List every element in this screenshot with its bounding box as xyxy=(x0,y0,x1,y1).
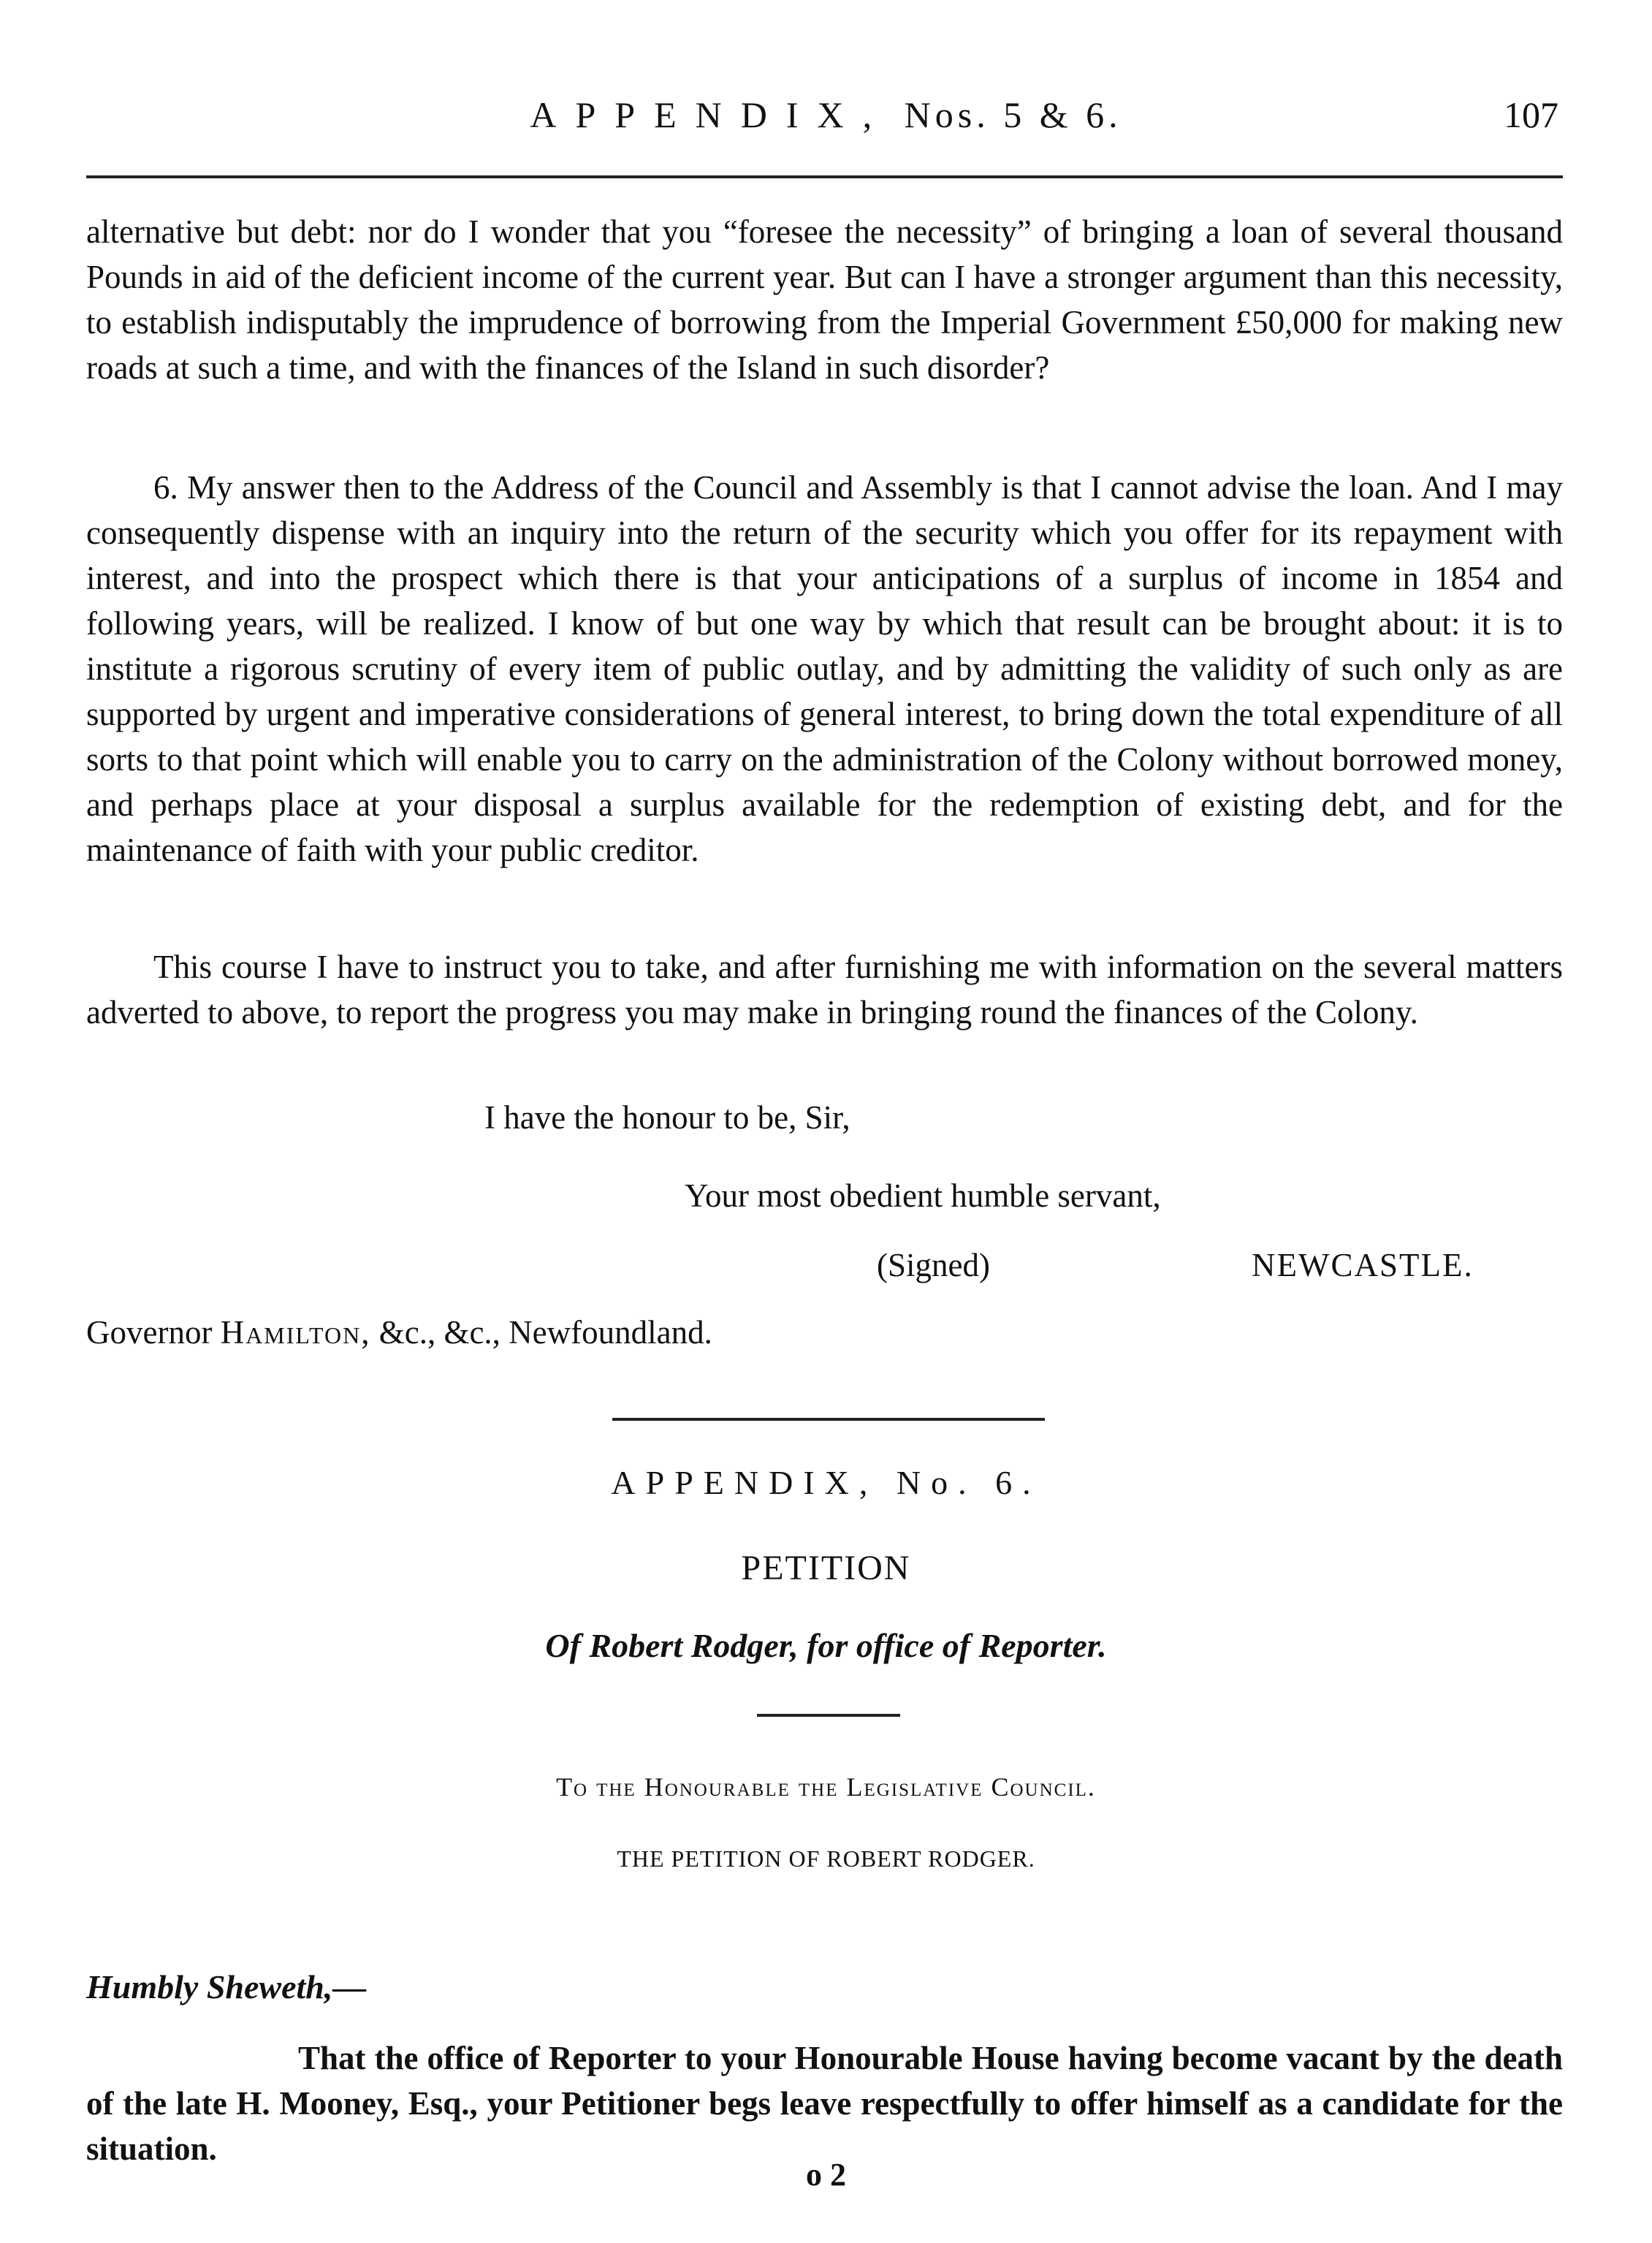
header-appendix-numbers: Nos. 5 & 6. xyxy=(904,94,1122,135)
addressee-rest: &c., &c., Newfoundland. xyxy=(378,1314,712,1351)
petition-body-rest: death of the late H. Mooney, Esq., your Petitioner begs leave respectfully to offer himself as a candidate for the situation. xyxy=(86,2040,1563,2167)
petition-body xyxy=(86,2035,1563,2171)
signatory-name: NEWCASTLE. xyxy=(1252,1247,1474,1283)
closing-signed: (Signed) xyxy=(877,1247,990,1283)
closing-servant: Your most obedient humble servant, xyxy=(685,1177,1161,1214)
petition-body-first-line: That the office of Reporter to your Honourable House having become vacant by the xyxy=(298,2040,1476,2076)
paragraph-continuation: alternative but debt: nor do I wonder that you “foresee the necessity” of bringing a loan of several thousand Pounds in aid of the deficient income of the current year. But can I have a stronger argument than this necessity, to establish indisputably the imprudence of borrowing from the Imperial Government £50,000 for making new roads at such a time, and with the finances of the Island in such disorder? xyxy=(86,213,1563,386)
header-appendix-label: APPENDIX, xyxy=(530,94,891,135)
page-number: 107 xyxy=(1504,94,1558,135)
addressee-prefix: Governor xyxy=(86,1314,213,1351)
petition-salutation: To the Honourable the Legislative Council. xyxy=(556,1772,1096,1802)
running-header xyxy=(0,94,1652,136)
appendix-6-title: APPENDIX, No. 6. xyxy=(611,1464,1041,1501)
addressee-name: Hamilton, xyxy=(220,1314,371,1351)
petition-of-heading: THE PETITION OF ROBERT RODGER. xyxy=(617,1845,1035,1872)
closing-honour: I have the honour to be, Sir, xyxy=(484,1099,850,1136)
subtitle-divider xyxy=(757,1714,900,1717)
signature-mark: o 2 xyxy=(806,2157,846,2193)
paragraph-6: 6. My answer then to the Address of the Council and Assembly is that I cannot advise the loan. And I may consequently dispense with an inquiry into the return of the security which you offer for its repayment with interest, and into the prospect which there is that your anticipations of a surplus of income in 1854 and following years, will be realized. I know of but one way by which that result can be brought about: it is to institute a rigorous scrutiny of every item of public outlay, and by admitting the validity of such only as are supported by urgent and imperative considerations of general interest, to bring down the total expenditure of all sorts to that point which will enable you to carry on the administration of the Colony without borrowed money, and perhaps place at your disposal a surplus available for the redemption of existing debt, and for the maintenance of faith with your public creditor. xyxy=(86,469,1563,868)
petition-subtitle: Of Robert Rodger, for office of Reporter. xyxy=(545,1627,1107,1664)
section-divider xyxy=(612,1418,1045,1421)
header-rule xyxy=(86,175,1563,178)
addressee-line xyxy=(86,1313,712,1351)
paragraph-instruction: This course I have to instruct you to take, and after furnishing me with information on the several matters adverted to above, to report the progress you may make in bringing round the finances of the Colony. xyxy=(86,949,1563,1031)
petition-heading: PETITION xyxy=(741,1549,911,1587)
humbly-sheweth: Humbly Sheweth,— xyxy=(86,1968,367,2005)
